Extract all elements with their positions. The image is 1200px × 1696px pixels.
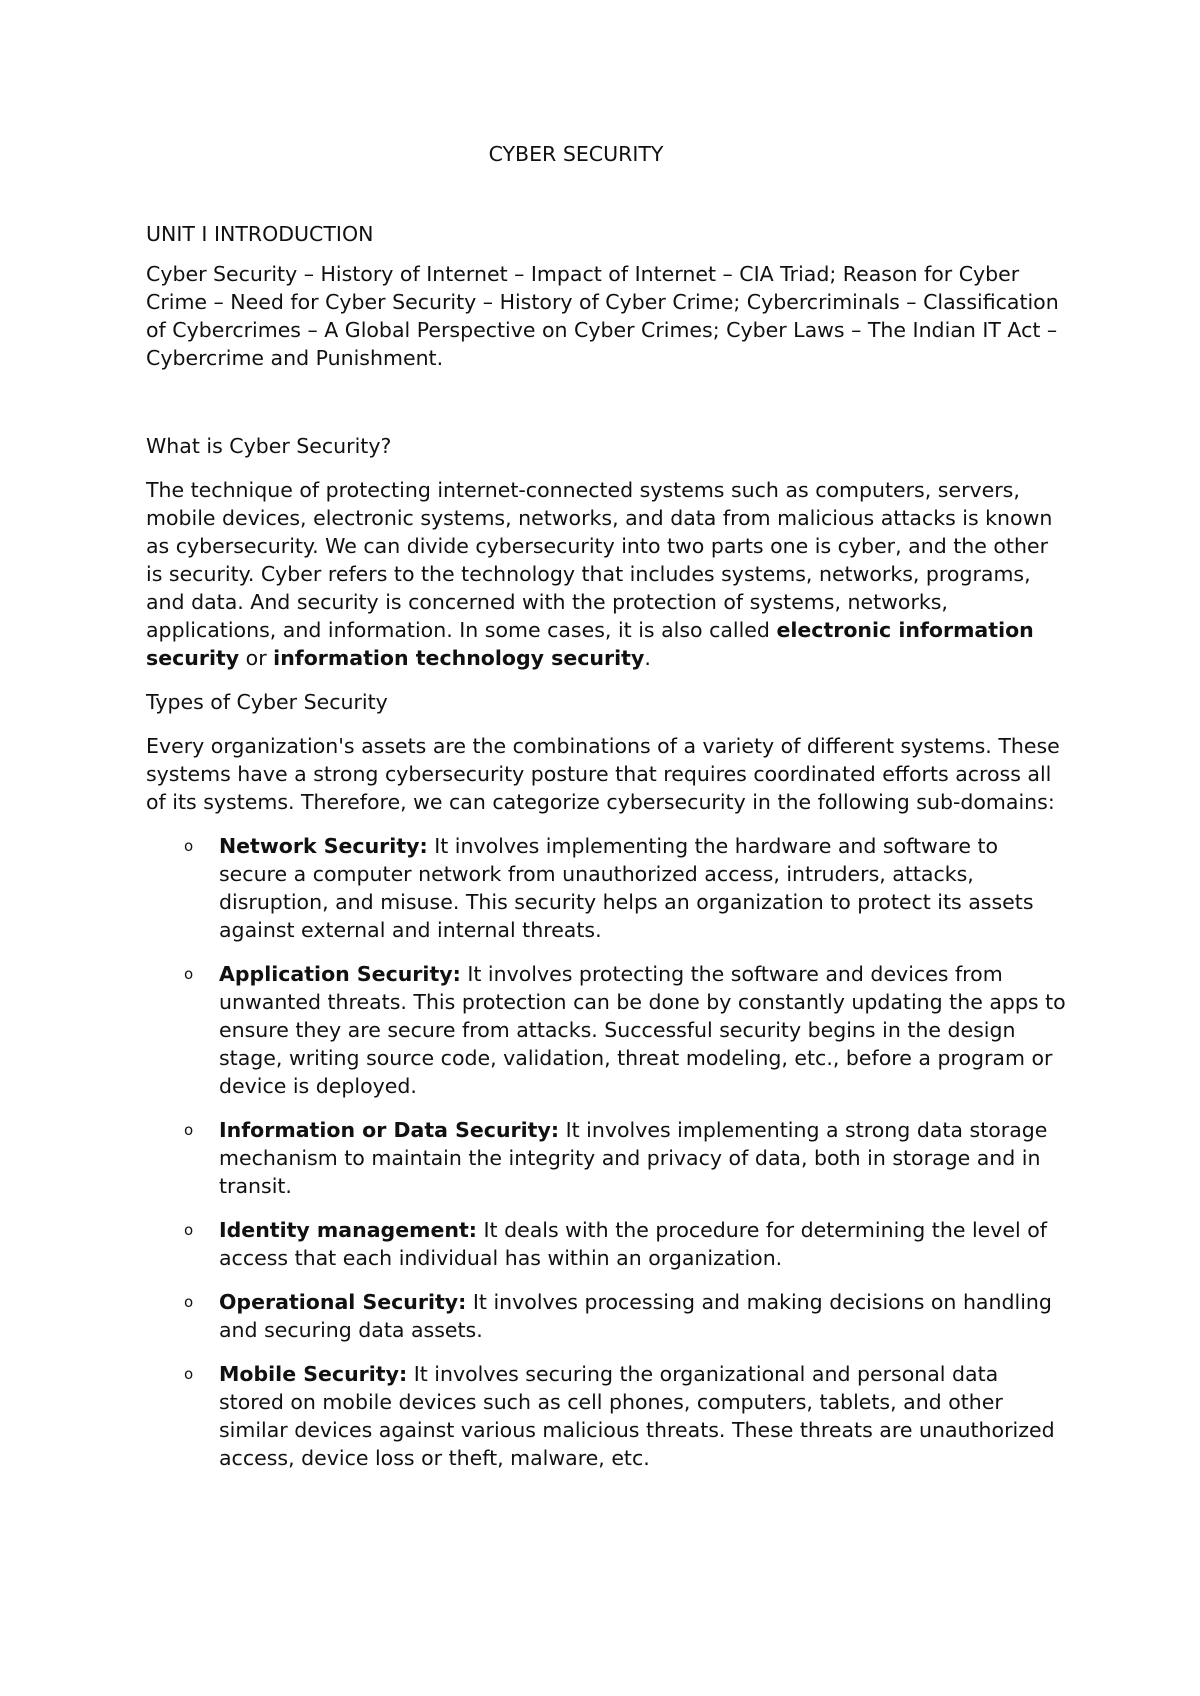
list-item-desc: It involves protecting the software and devices from unwanted threats. This protection can be done by constantly updating the apps to ensure they are secure from attacks. Successful security begins in the design stage, writing source code, validation, threat modeling, etc., before a program or device is deployed. bbox=[219, 962, 1066, 1098]
types-intro: Every organization's assets are the combinations of a variety of different systems. These systems have a strong cybersecurity posture that requires coordinated efforts across all of its systems. Therefore, we can categorize cybersecurity in the following sub-domains: bbox=[146, 734, 1060, 814]
list-item-term: Identity management: bbox=[219, 1218, 477, 1242]
list-item-desc: It deals with the procedure for determining the level of access that each individual has within an organization. bbox=[219, 1218, 1047, 1270]
definition-connector: or bbox=[239, 646, 274, 670]
definition-bold-term-2: information technology security bbox=[273, 646, 645, 670]
list-item bbox=[146, 832, 1066, 944]
list-item-desc: It involves processing and making decisions on handling and securing data assets. bbox=[219, 1290, 1052, 1342]
list-item-term: Network Security: bbox=[219, 834, 428, 858]
definition-text: The technique of protecting internet-connected systems such as computers, servers, mobile devices, electronic systems, networks, and data from malicious attacks is known as cybersecurity. We can divide cybersecurity into two parts one is cyber, and the other is security. Cyber refers to the technology that includes systems, networks, programs, and data. And security is concerned with the protection of systems, networks, applications, and information. In some cases, it is also called bbox=[146, 478, 1053, 642]
list-item-term: Mobile Security: bbox=[219, 1362, 408, 1386]
list-item bbox=[146, 1288, 1066, 1344]
list-item-desc: It involves implementing the hardware and software to secure a computer network from unauthorized access, intruders, attacks, disruption, and misuse. This security helps an organization to protect its assets against external and internal threats. bbox=[219, 834, 1034, 942]
list-item-desc: It involves securing the organizational and personal data stored on mobile devices such as cell phones, computers, tablets, and other similar devices against various malicious threats. These threats are unauthorized access, device loss or theft, malware, etc. bbox=[219, 1362, 1055, 1470]
list-item bbox=[146, 1116, 1066, 1200]
definition-end: . bbox=[644, 646, 651, 670]
bullet-icon: o bbox=[184, 837, 194, 855]
list-item-term: Operational Security: bbox=[219, 1290, 467, 1314]
bullet-icon: o bbox=[184, 1221, 194, 1239]
list-item-desc: It involves implementing a strong data storage mechanism to maintain the integrity and privacy of data, both in storage and in transit. bbox=[219, 1118, 1048, 1198]
definition-paragraph bbox=[146, 476, 1066, 672]
list-item-term: Application Security: bbox=[219, 962, 461, 986]
unit-topics: Cyber Security – History of Internet – Impact of Internet – CIA Triad; Reason for Cyber Crime – Need for Cyber Security – History of Cyber Crime; Cybercriminals – Classification of Cybercrimes – A Global Perspective on Cyber Crimes; Cyber Laws – The Indian IT Act – Cybercrime and Punishment. bbox=[146, 262, 1059, 370]
document-page bbox=[146, 140, 1066, 1488]
unit-heading: UNIT I INTRODUCTION bbox=[146, 222, 374, 246]
types-heading: Types of Cyber Security bbox=[146, 690, 388, 714]
bullet-icon: o bbox=[184, 1365, 194, 1383]
definition-bold-term-1: electronic information security bbox=[146, 618, 1034, 670]
bullet-icon: o bbox=[184, 1293, 194, 1311]
what-is-heading: What is Cyber Security? bbox=[146, 434, 392, 458]
bullet-icon: o bbox=[184, 1121, 194, 1139]
list-item-term: Information or Data Security: bbox=[219, 1118, 560, 1142]
document-title: CYBER SECURITY bbox=[488, 142, 664, 166]
list-item bbox=[146, 960, 1066, 1100]
bullet-icon: o bbox=[184, 965, 194, 983]
types-list bbox=[146, 832, 1066, 1472]
list-item bbox=[146, 1216, 1066, 1272]
list-item bbox=[146, 1360, 1066, 1472]
